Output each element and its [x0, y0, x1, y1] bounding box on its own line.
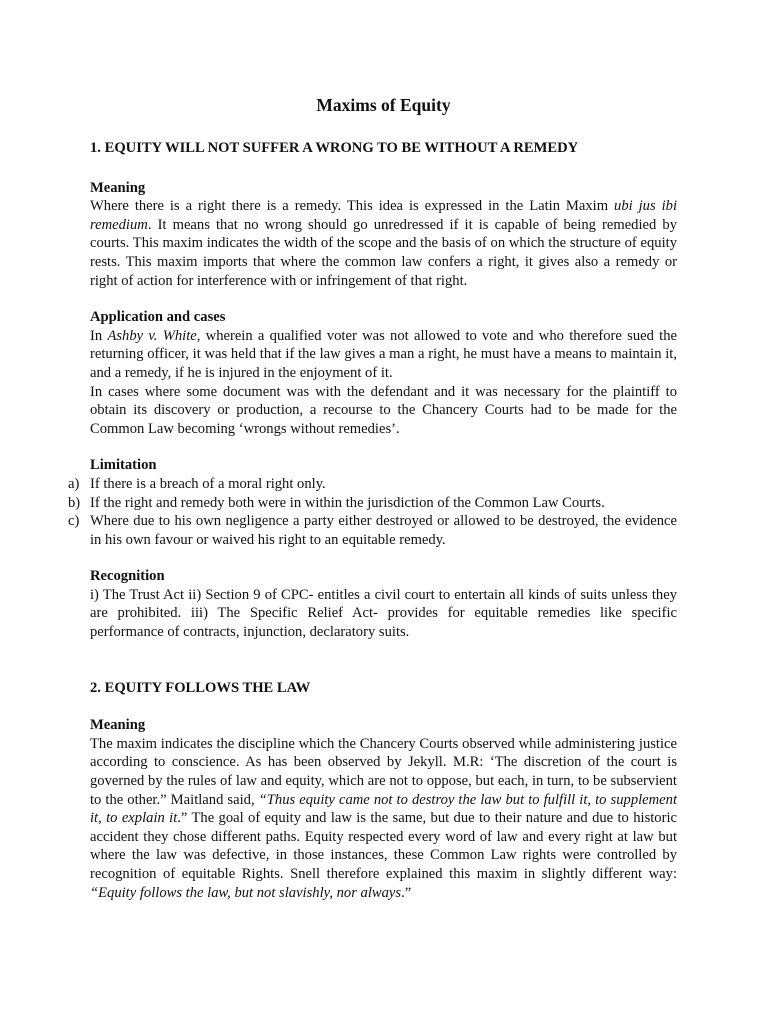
section-1-heading: 1. EQUITY WILL NOT SUFFER A WRONG TO BE WITHOUT A REMEDY: [90, 140, 579, 156]
list-marker: c): [68, 513, 80, 530]
section-1-meaning-text: Where there is a right there is a remedy. This idea is expressed in the Latin Maxim ubi jus ibi remedium. It means that no wrong should go unredressed if it is capable of being remedied by courts. This maxim indicates the width of the scope and the basis of on which the structure of equity rests. This maxim imports that where the common law confers a right, it gives also a remedy or right of action for interference with or infringement of that right.: [90, 198, 677, 289]
list-item: c) Where due to his own negligence a party either destroyed or allowed to be destroyed, the evidence in his own favour or waived his right to an equitable remedy.: [68, 513, 677, 548]
section-2-meaning-heading: Meaning: [90, 717, 146, 734]
limitation-list: [68, 475, 677, 549]
section-1-recognition-heading: Recognition: [90, 568, 165, 585]
list-item: a) If there is a breach of a moral right only.: [68, 475, 326, 492]
section-1-meaning-heading: Meaning: [90, 179, 146, 196]
list-marker: a): [68, 475, 80, 492]
section-1-application-heading: Application and cases: [90, 309, 226, 326]
section-1-limitation-heading: Limitation: [90, 457, 157, 474]
section-2-meaning-text: The maxim indicates the discipline which the Chancery Courts observed while administering justice according to conscience. As has been observed by Jekyll. M.R: ‘The discretion of the court is governed by the rules of law and equity, which are not to oppose, but each, in turn, to be subservient to the other.” Maitland said, “Thus equity came not to destroy the law but to fulfill it, to supplement it, to explain it.” The goal of equity and law is the same, but due to their nature and due to historic accident they chose different paths. Equity respected every word of law and every right at law but where the law was defective, in those instances, these Common Law rights were controlled by recognition of equitable Rights. Snell therefore explained this maxim in slightly different way: “Equity follows the law, but not slavishly, nor always.”: [90, 735, 678, 901]
document-page: [68, 94, 678, 902]
section-1-application-para-2: In cases where some document was with the defendant and it was necessary for the plaintiff to obtain its discovery or production, a recourse to the Chancery Courts had to be made for the Common Law becoming ‘wrongs without remedies’.: [90, 383, 677, 437]
section-2-heading: 2. EQUITY FOLLOWS THE LAW: [90, 679, 311, 696]
list-marker: b): [68, 494, 81, 511]
list-item: b) If the right and remedy both were in within the jurisdiction of the Common Law Courts.: [68, 494, 605, 511]
section-1-application-para-1: In Ashby v. White, wherein a qualified voter was not allowed to vote and who therefore sued the returning officer, it was held that if the law gives a man a right, he must have a means to maintain it, and a remedy, if he is injured in the enjoyment of it.: [90, 327, 677, 381]
document-title: Maxims of Equity: [316, 95, 451, 115]
section-1-recognition-text: i) The Trust Act ii) Section 9 of CPC- entitles a civil court to entertain all kinds of suits unless they are prohibited. iii) The Specific Relief Act- provides for equitable remedies like specific performance of contracts, injunction, declaratory suits.: [90, 586, 677, 641]
